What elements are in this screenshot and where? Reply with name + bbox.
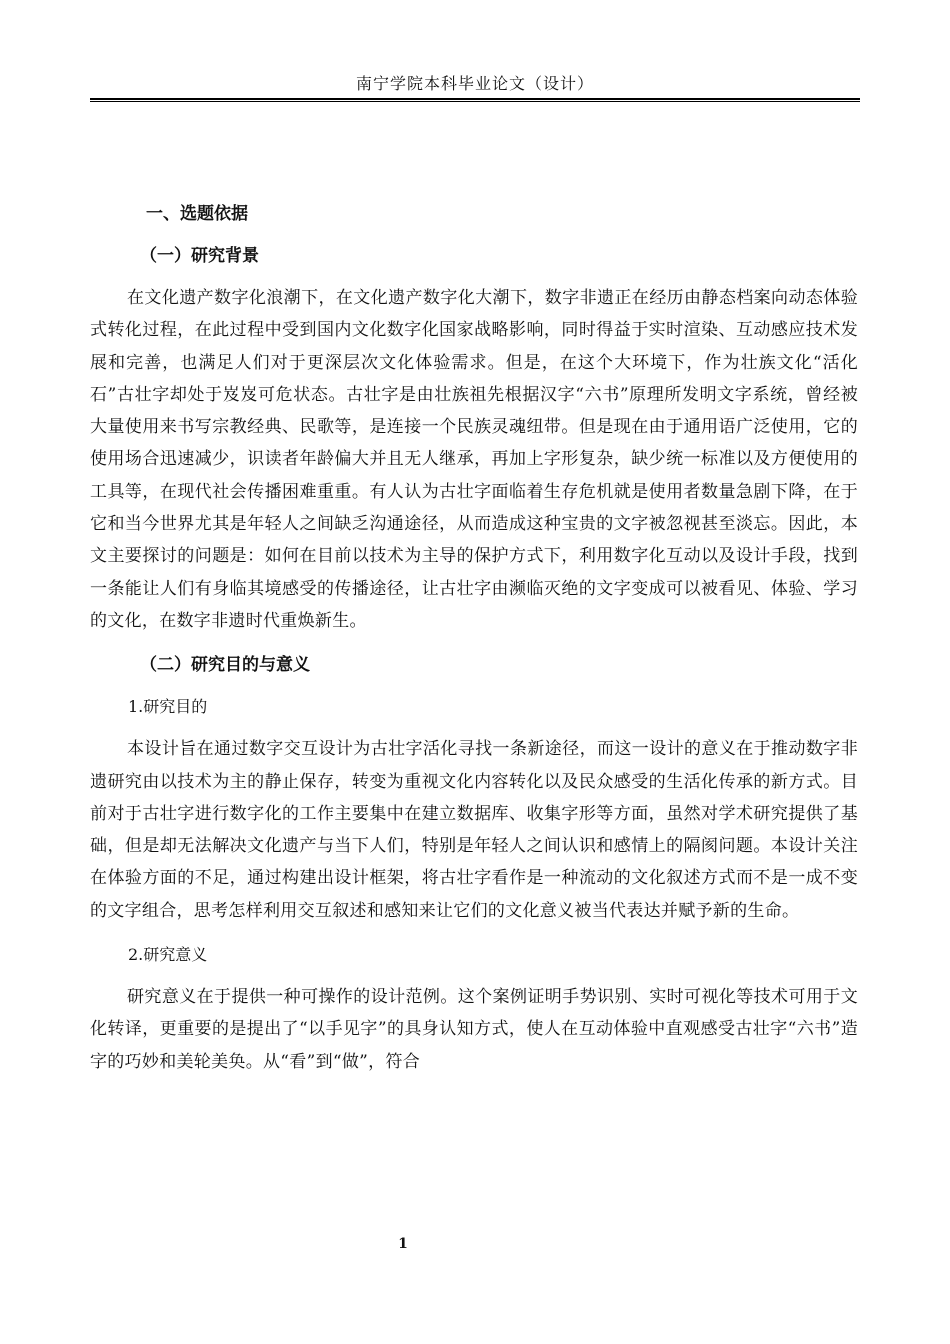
subheading-significance: 2.研究意义: [128, 945, 208, 965]
page-number: 1: [398, 1236, 408, 1252]
subsection-heading-background: （一）研究背景: [140, 246, 259, 266]
paragraph-purpose: 本设计旨在通过数字交互设计为古壮字活化寻找一条新途径，而这一设计的意义在于推动数字非遗研究由以技术为主的静止保存，转变为重视文化内容转化以及民众感受的生活化传承的新方式。目前对于古壮字进行数字化的工作主要集中在建立数据库、收集字形等方面，虽然对学术研究提供了基础，但是却无法解决文化遗产与当下人们，特别是年轻人之间认识和感情上的隔阂问题。本设计关注在体验方面的不足，通过构建出设计框架，将古壮字看作是一种流动的文化叙述方式而不是一成不变的文字组合，思考怎样利用交互叙述和感知来让它们的文化意义被当代表达并赋予新的生命。: [90, 739, 858, 921]
subheading-purpose: 1.研究目的: [128, 697, 208, 717]
section-heading-basis: 一、选题依据: [146, 204, 248, 224]
subsection-heading-purpose-significance: （二）研究目的与意义: [140, 655, 310, 676]
paragraph-significance: 研究意义在于提供一种可操作的设计范例。这个案例证明手势识别、实时可视化等技术可用于文化转译，更重要的是提出了“以手见字”的具身认知方式，使人在互动体验中直观感受古壮字“六书”造字的巧妙和美轮美奂。从“看”到“做”，符合: [90, 987, 858, 1072]
paragraph-background: 在文化遗产数字化浪潮下，在文化遗产数字化大潮下，数字非遗正在经历由静态档案向动态体验式转化过程，在此过程中受到国内文化数字化国家战略影响，同时得益于实时渲染、互动感应技术发展和完善，也满足人们对于更深层次文化体验需求。但是，在这个大环境下，作为壮族文化“活化石”古壮字却处于岌岌可危状态。古壮字是由壮族祖先根据汉字“六书”原理所发明文字系统，曾经被大量使用来书写宗教经典、民歌等，是连接一个民族灵魂纽带。但是现在由于通用语广泛使用，它的使用场合迅速减少，识读者年龄偏大并且无人继承，再加上字形复杂，缺少统一标准以及方便使用的工具等，在现代社会传播困难重重。有人认为古壮字面临着生存危机就是使用者数量急剧下降，在于它和当今世界尤其是年轻人之间缺乏沟通途径，从而造成这种宝贵的文字被忽视甚至淡忘。因此，本文主要探讨的问题是：如何在目前以技术为主导的保护方式下，利用数字化互动以及设计手段，找到一条能让人们有身临其境感受的传播途径，让古壮字由濒临灭绝的文字变成可以被看见、体验、学习的文化，在数字非遗时代重焕新生。: [90, 288, 858, 631]
paper-body: [90, 198, 858, 1090]
running-header: 南宁学院本科毕业论文（设计）: [355, 74, 594, 93]
header-rule: [90, 98, 860, 102]
